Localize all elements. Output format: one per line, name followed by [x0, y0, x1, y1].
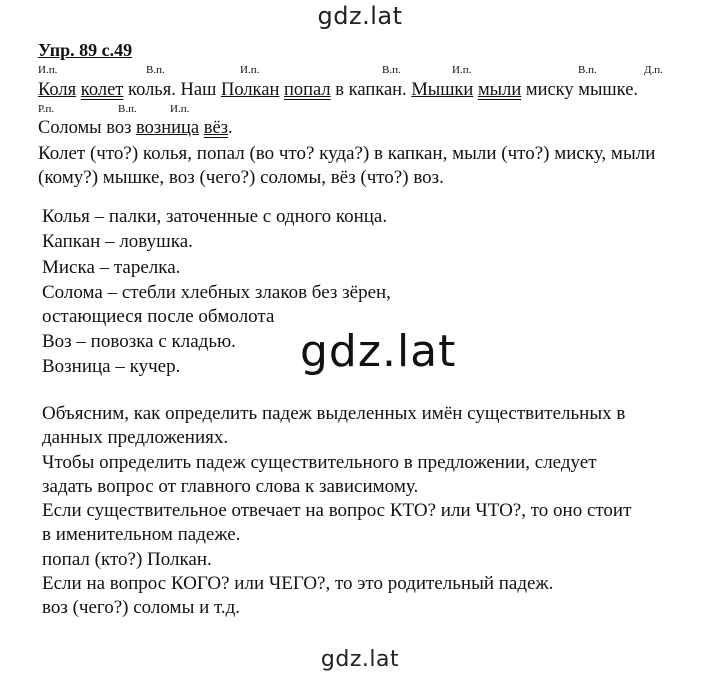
subject-word: Коля [38, 80, 77, 100]
explanation-line: Если на вопрос КОГО? или ЧЕГО?, то это родительный падеж. [42, 573, 554, 594]
case-label: И.п. [38, 64, 58, 76]
definition-line: остающиеся после обмолота [42, 306, 275, 327]
exercise-title: Упр. 89 с.49 [38, 40, 133, 60]
explanation-line: попал (кто?) Полкан. [42, 549, 212, 570]
plain-text: миску мышке. [521, 80, 639, 100]
definition-line: Миска – тарелка. [42, 257, 181, 278]
definition-line: Колья – палки, заточенные с одного конца. [42, 206, 388, 227]
case-label: Р.п. [38, 103, 55, 115]
explanation-line: Чтобы определить падеж существительного в предложении, следует [42, 452, 597, 473]
explanation-line: задать вопрос от главного слова к зависимому. [42, 476, 419, 497]
case-label: Д.п. [644, 64, 663, 76]
explanation-line: в именительном падеже. [42, 524, 241, 545]
subject-word: возница [136, 118, 200, 138]
case-label: И.п. [240, 64, 260, 76]
watermark-top: gdz.lat [317, 2, 403, 30]
case-label: В.п. [146, 64, 165, 76]
sentence-2 [38, 118, 233, 139]
plain-text: Соломы воз [38, 118, 137, 138]
subject-word: Мышки [411, 80, 474, 100]
predicate-word: попал [284, 80, 331, 100]
plain-text: . [228, 118, 233, 138]
case-label: В.п. [578, 64, 597, 76]
questions-line: (кому?) мышке, воз (чего?) соломы, вёз (что?) воз. [38, 167, 444, 188]
case-label: В.п. [382, 64, 401, 76]
explanation-line: данных предложениях. [42, 427, 229, 448]
watermark-bottom: gdz.lat [320, 647, 400, 672]
case-label: И.п. [452, 64, 472, 76]
plain-text: в капкан. [330, 80, 412, 100]
sentence-1 [38, 80, 638, 101]
watermark-middle: gdz.lat [300, 326, 457, 377]
definition-line: Солома – стебли хлебных злаков без зёрен, [42, 282, 391, 303]
explanation-line: Объясним, как определить падеж выделенных имён существительных в [42, 403, 626, 424]
predicate-word: мыли [477, 80, 522, 100]
questions-line: Колет (что?) колья, попал (во что? куда?) в капкан, мыли (что?) миску, мыли [38, 143, 656, 164]
plain-text: колья. Наш [123, 80, 221, 100]
explanation-line: Если существительное отвечает на вопрос КТО? или ЧТО?, то оно стоит [42, 500, 632, 521]
case-label: В.п. [118, 103, 137, 115]
definition-line: Воз – повозка с кладью. [42, 331, 236, 352]
definition-line: Возница – кучер. [42, 356, 181, 377]
definition-line: Капкан – ловушка. [42, 231, 193, 252]
predicate-word: колет [80, 80, 124, 100]
case-label: И.п. [170, 103, 190, 115]
explanation-line: воз (чего?) соломы и т.д. [42, 597, 241, 618]
subject-word: Полкан [220, 80, 280, 100]
predicate-word: вёз [203, 118, 229, 138]
